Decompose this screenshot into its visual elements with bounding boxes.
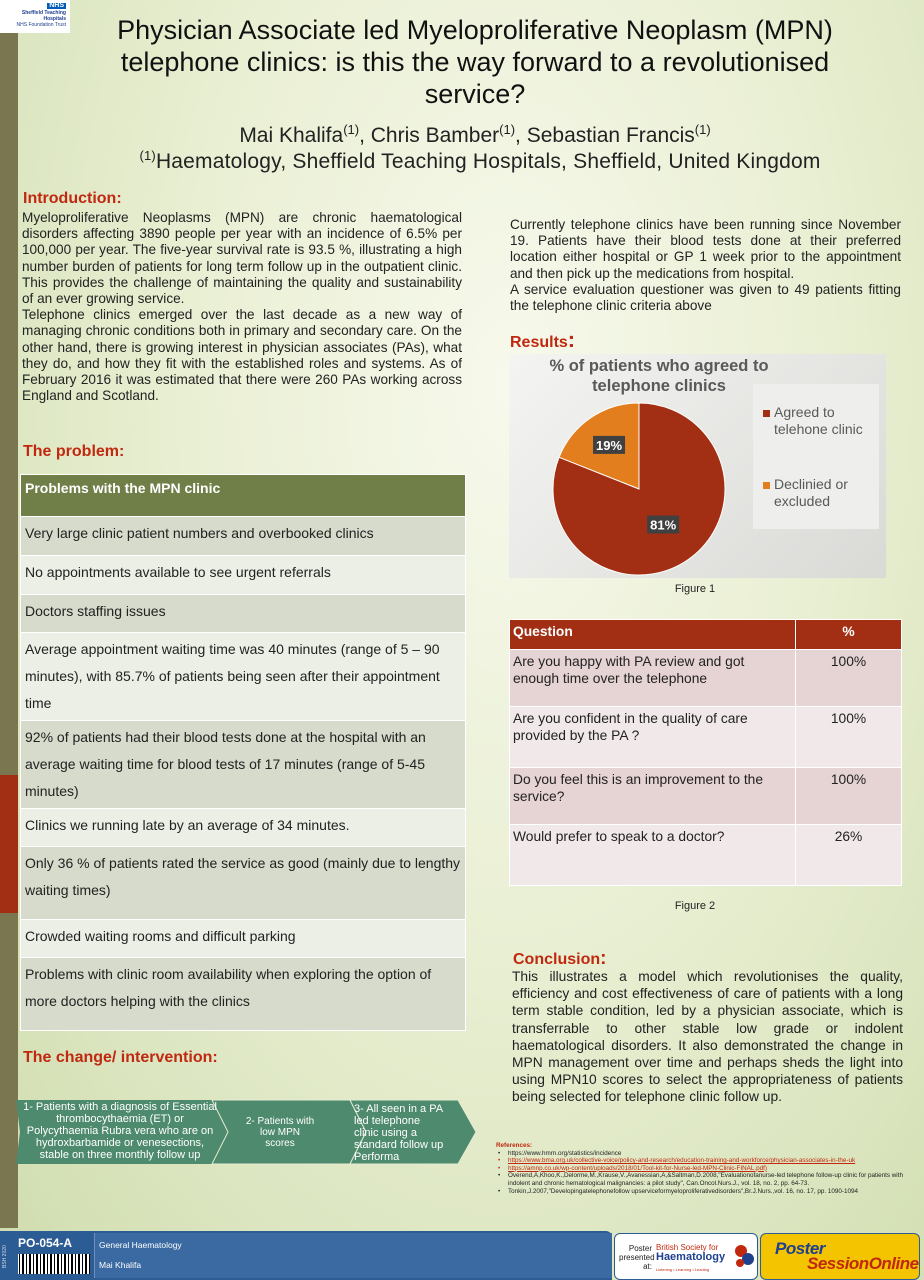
left-accent-bar-red [0,775,18,913]
survey-percent: 100% [796,650,902,707]
problem-row: Only 36 % of patients rated the service as good (mainly due to lengthy waiting times) [21,847,466,920]
survey-question: Do you feel this is an improvement to the service? [510,768,796,825]
method-paragraph-1: Currently telephone clinics have been running since November 19. Patients have their blood tests done at their preferred location either hospital or GP 1 week prior to the appointment and then pick up the medications from hospital. [510,217,901,281]
bsh-name-line2: Haematology [656,1251,726,1263]
problem-row: Average appointment waiting time was 40 minutes (range of 5 – 90 minutes), with 85.7% of patients being seen after their appointment time [21,633,466,721]
reference-list [496,1150,906,1196]
nhs-badge: NHS [49,2,64,9]
legend-item-declined [763,476,879,510]
references [496,1142,906,1195]
author-2: Chris Bamber [370,124,500,147]
affiliation-text: Haematology, Sheffield Teaching Hospitals, Sheffield, United Kingdom [155,150,821,173]
conclusion-heading [513,948,606,970]
bsh-logo [614,1233,758,1280]
problems-table-header: Problems with the MPN clinic [21,475,466,517]
poster-title: Physician Associate led Myeloproliferative Neoplasm (MPN) telephone clinics: is this the way forward to a revolutionised service? [117,15,833,109]
footer-year: BSH 2020 [2,1245,8,1268]
affiliation [90,142,870,176]
left-accent-bar [0,33,18,1228]
chart-title: % of patients who agreed to telephone clinics [549,357,769,395]
problems-table [20,474,466,1031]
intro-paragraph-1: Myeloproliferative Neoplasms (MPN) are chronic haematological disorders affecting 3890 people per year with an incidence of 6.5% per 100,000 per year. The five-year survival rate is 93.5 %, illustrating a high number burden of patients for long term follow up in the outpatient clinic. This provides the challenge of maintaining the quality and sustainability of an ever growing service. [22,210,462,307]
problem-row: Clinics we running late by an average of 34 minutes. [21,809,466,847]
problem-row: Crowded waiting rooms and difficult parking [21,920,466,958]
pso-logo-line1: Poster [775,1239,825,1258]
affiliation-mark: (1) [139,148,156,163]
author-3-mark: (1) [694,122,711,137]
pso-logo-line2: SessionOnline [807,1254,919,1273]
pie-data-label-text: 19% [596,437,623,453]
survey-header-percent: % [796,620,902,650]
figure-1-caption: Figure 1 [674,583,716,595]
intervention-step-3: 3- All seen in a PA led telephone clinic using a standard follow up Performa [354,1103,444,1163]
survey-percent: 100% [796,707,902,768]
survey-header-question: Question [510,620,796,650]
legend-label-declined: Declinied or excluded [774,476,848,509]
intervention-step-2: 2- Patients with low MPN scores [245,1116,315,1149]
author-sep: , [515,124,527,147]
barcode-icon [18,1254,90,1274]
author-1: Mai Khalifa [239,124,344,147]
survey-question: Are you confident in the quality of care provided by the PA ? [510,707,796,768]
conclusion-text: This illustrates a model which revolutionises the quality, efficiency and cost effectiveness of care of patients with a long term stable condition, led by a physician associate, which is transferrable to other stable low grade or indolent haematological disorders. It also demonstrated the change in MPN management over time and perhaps sheds the light into using MPN10 scores to select the appropriateness of patients being selected for telephone clinic follow up. [512,969,903,1105]
conclusion-heading-text: Conclusion [513,951,601,968]
pie-data-label-declined [593,436,625,454]
conclusion-heading-colon: : [600,948,607,969]
author-2-mark: (1) [499,122,516,137]
intro-heading: Introduction: [23,190,122,207]
results-heading-colon: : [567,327,576,352]
author-3: Sebastian Francis [526,124,695,147]
chart-legend [753,384,879,529]
pie-chart [509,354,886,578]
legend-label-agreed: Agreed to telehone clinic [774,404,863,437]
problem-row: No appointments available to see urgent referrals [21,556,466,595]
intervention-step-1: 1- Patients with a diagnosis of Essential thrombocythaemia (ET) or Polycythaemia Rubra vera who are on hydroxbarbamide or venesections, stable on three monthly follow up [23,1101,217,1161]
bsh-emblem-icon [733,1242,755,1270]
reference-item: • Overend,A,Khoo,K.,Delorme,M.,Krause,V.,Avanessian,A,&Saltman,D.2008,"Evaluationofanurse-led telephone follow-up clinic for patients with indolent and chronic hematological malignancies: a pilot study", Can.Oncol.Nurs.J., vol. 18, no. 2, pp. 64-73. [496,1172,906,1187]
survey-table [509,619,902,886]
method-text [510,217,901,314]
footer-category: General Haematology [99,1240,182,1250]
legend-swatch-agreed [763,410,770,417]
legend-item-agreed [763,404,879,438]
intro-text [22,210,462,404]
poster-code: PO-054-A [18,1236,73,1250]
intro-paragraph-2: Telephone clinics emerged over the last decade as a new way of managing chronic conditions both in primary and secondary care. On the other hand, there is growing interest in physician associates (PAs), what they do, and how they fit with the established roles and systems. As of February 2016 it was estimated that there were 260 PAs working across England and Scotland. [22,307,462,404]
figure-2-caption: Figure 2 [674,900,716,912]
problem-row: Doctors staffing issues [21,595,466,633]
reference-item: • https://www.hmrn.org/statistics/incidence [496,1150,906,1158]
bsh-tagline: Listening • Learning • Leading [656,1267,710,1272]
bsh-name-line1: British Society for [656,1243,719,1252]
results-heading [510,327,575,353]
survey-question: Are you happy with PA review and got enough time over the telephone [510,650,796,707]
logo-sub: NHS Foundation Trust [16,22,66,28]
reference-link[interactable]: • https://amnp.co.uk/wp-content/uploads/2018/01/Tool-kit-for-Nurse-led-MPN-Clinic-FINAL.pdf) [496,1165,906,1173]
author-sep: , [359,124,371,147]
change-heading: The change/ intervention: [23,1049,218,1066]
author-1-mark: (1) [343,122,360,137]
legend-swatch-declined [763,482,770,489]
reference-item: • Tonkin,J.2007,"Developingatelephonefollow upserviceformyeloproliferativedisorders",Br.J.Nurs.,vol. 16, no. 17, pp. 1090-1094 [496,1188,906,1196]
method-paragraph-2: A service evaluation questioner was given to 49 patients fitting the telephone clinic criteria above [510,281,901,314]
footer-author: Mai Khalifa [99,1260,142,1270]
references-heading: References: [496,1142,533,1149]
survey-percent: 26% [796,825,902,886]
pie-data-label-text: 81% [650,517,677,533]
problem-row: 92% of patients had their blood tests done at the hospital with an average waiting time for blood tests of 17 minutes (range of 5-45 minutes) [21,721,466,809]
survey-question: Would prefer to speak to a doctor? [510,825,796,886]
poster-session-online-logo[interactable] [760,1233,920,1280]
reference-link[interactable]: • https://www.bma.org.uk/collective-voice/policy-and-research/education-training-and-workforce/physician-associates-in-the-uk [496,1157,906,1165]
nhs-logo [0,0,70,33]
problem-row: Problems with clinic room availability when exploring the option of more doctors helping with the clinics [21,958,466,1031]
logo-org: Sheffield Teaching Hospitals [21,10,66,22]
presented-at-label: Poster presented at: [619,1244,655,1271]
problem-row: Very large clinic patient numbers and overbooked clinics [21,517,466,556]
pie-data-label-agreed [647,516,679,534]
results-heading-text: Results [510,334,568,351]
survey-percent: 100% [796,768,902,825]
problem-heading: The problem: [23,443,125,460]
